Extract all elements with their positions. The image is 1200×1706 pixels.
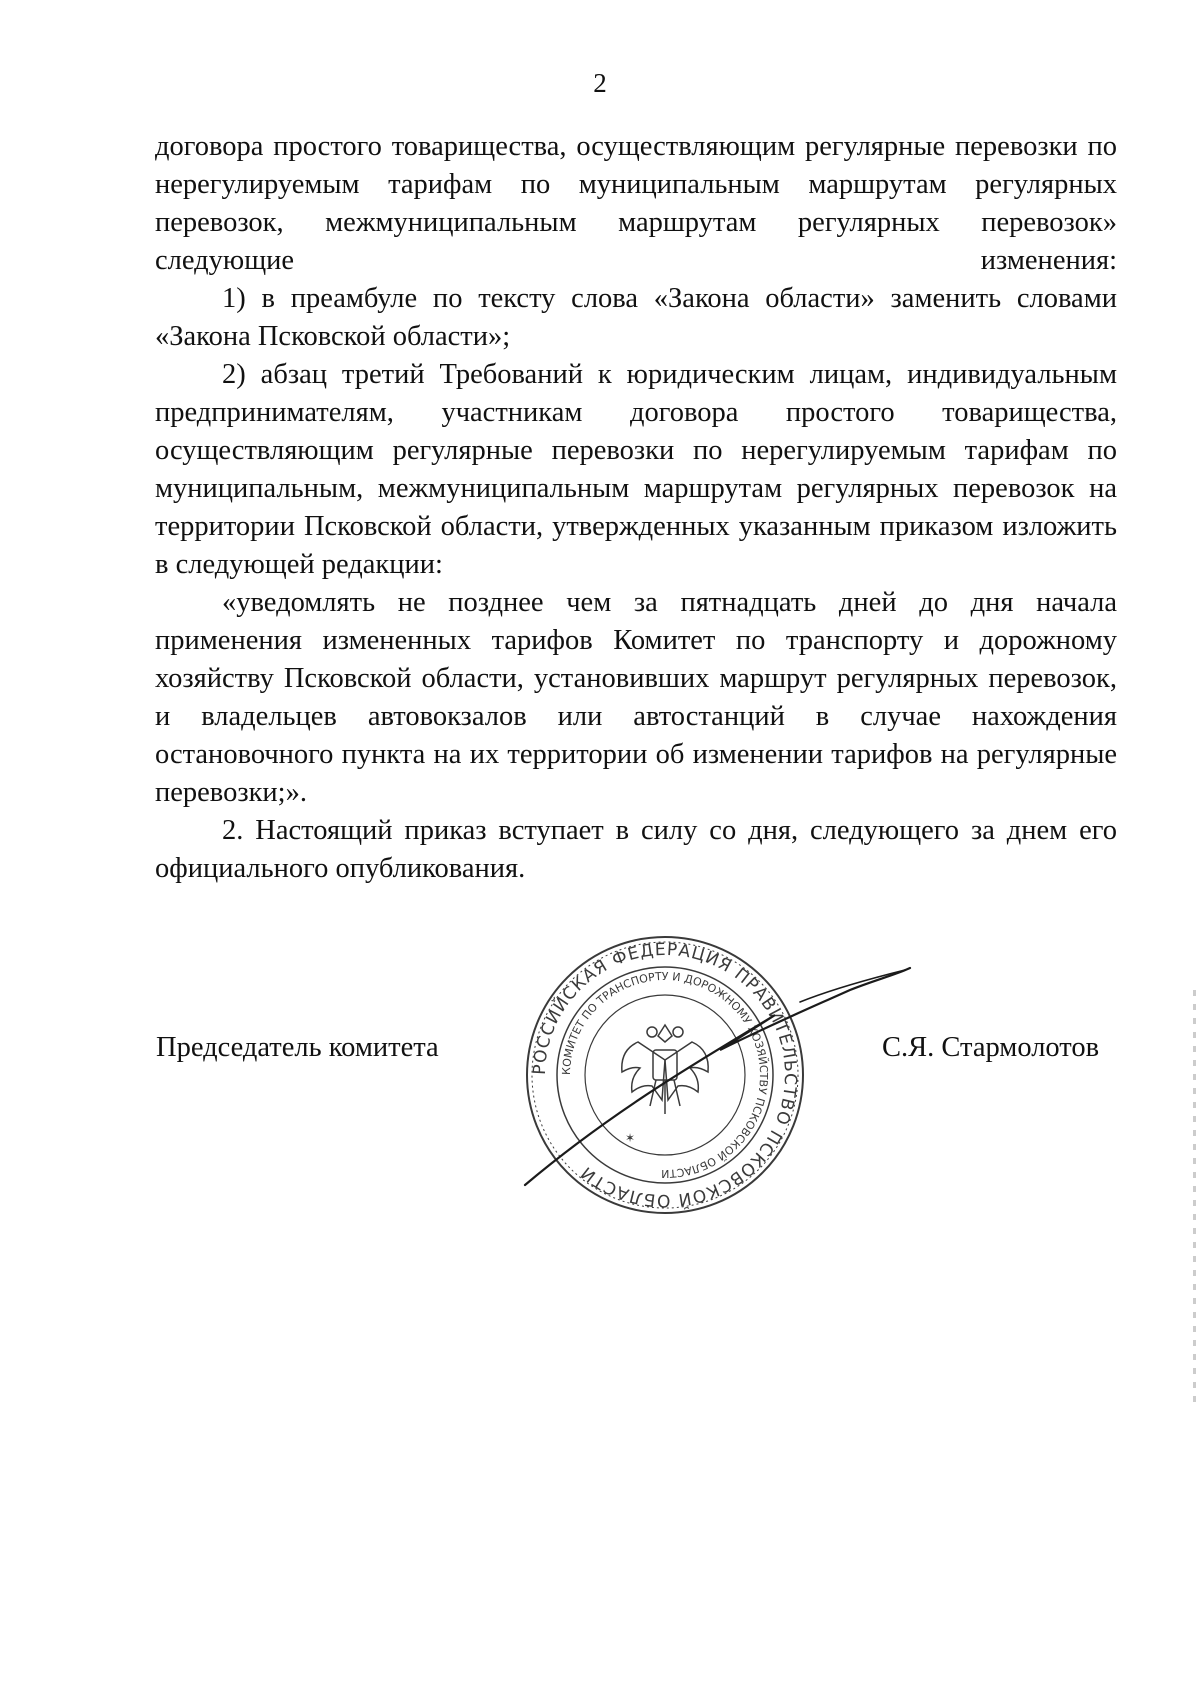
stamp-outer-text: РОССИЙСКАЯ ФЕДЕРАЦИЯ ПРАВИТЕЛЬСТВО ПСКОВСКОЙ ОБЛАСТИ bbox=[529, 939, 801, 1211]
paragraph-item-2: 2) абзац третий Требований к юридическим лицам, индивидуальным предпринимателям, участникам договора простого товарищества, осуществляющим регулярные перевозки по нерегулируемым тарифам по муниципальным, межмуниципальным маршрутам регулярных перевозок на территории Псковской области, утвержденных указанным приказом изложить в следующей редакции: bbox=[155, 359, 1117, 580]
paragraph-quote: «уведомлять не позднее чем за пятнадцать дней до дня начала применения измененных тарифов Комитет по транспорту и дорожному хозяйству Псковской области, установивших маршрут регулярных перевозок, и владельцев автовокзалов или автостанций в случае нахождения остановочного пункта на их территории об изменении тарифов на регулярные перевозки;». bbox=[155, 587, 1117, 808]
signatory-title: Председатель комитета bbox=[156, 1032, 439, 1063]
paragraph-continuation: договора простого товарищества, осуществляющим регулярные перевозки по нерегулируемым тарифам по муниципальным маршрутам регулярных перевозок, межмуниципальным маршрутам регулярных перевозок» следующие изменения: bbox=[155, 131, 1117, 276]
scan-edge-mark bbox=[1193, 990, 1196, 1410]
page-number: 2 bbox=[593, 68, 607, 98]
paragraph-item-effective: 2. Настоящий приказ вступает в силу со дня, следующего за днем его официального опубликования. bbox=[155, 815, 1117, 884]
document-body bbox=[155, 128, 1117, 888]
signatory-name: С.Я. Стармолотов bbox=[882, 1032, 1100, 1063]
stamp-inner-text: КОМИТЕТ ПО ТРАНСПОРТУ И ДОРОЖНОМУ ХОЗЯЙСТВУ ПСКОВСКОЙ ОБЛАСТИ bbox=[559, 969, 771, 1181]
stamp-star-icon: ✶ bbox=[625, 1131, 636, 1145]
paragraph-item-1: 1) в преамбуле по тексту слова «Закона области» заменить словами «Закона Псковской области»; bbox=[155, 283, 1117, 352]
